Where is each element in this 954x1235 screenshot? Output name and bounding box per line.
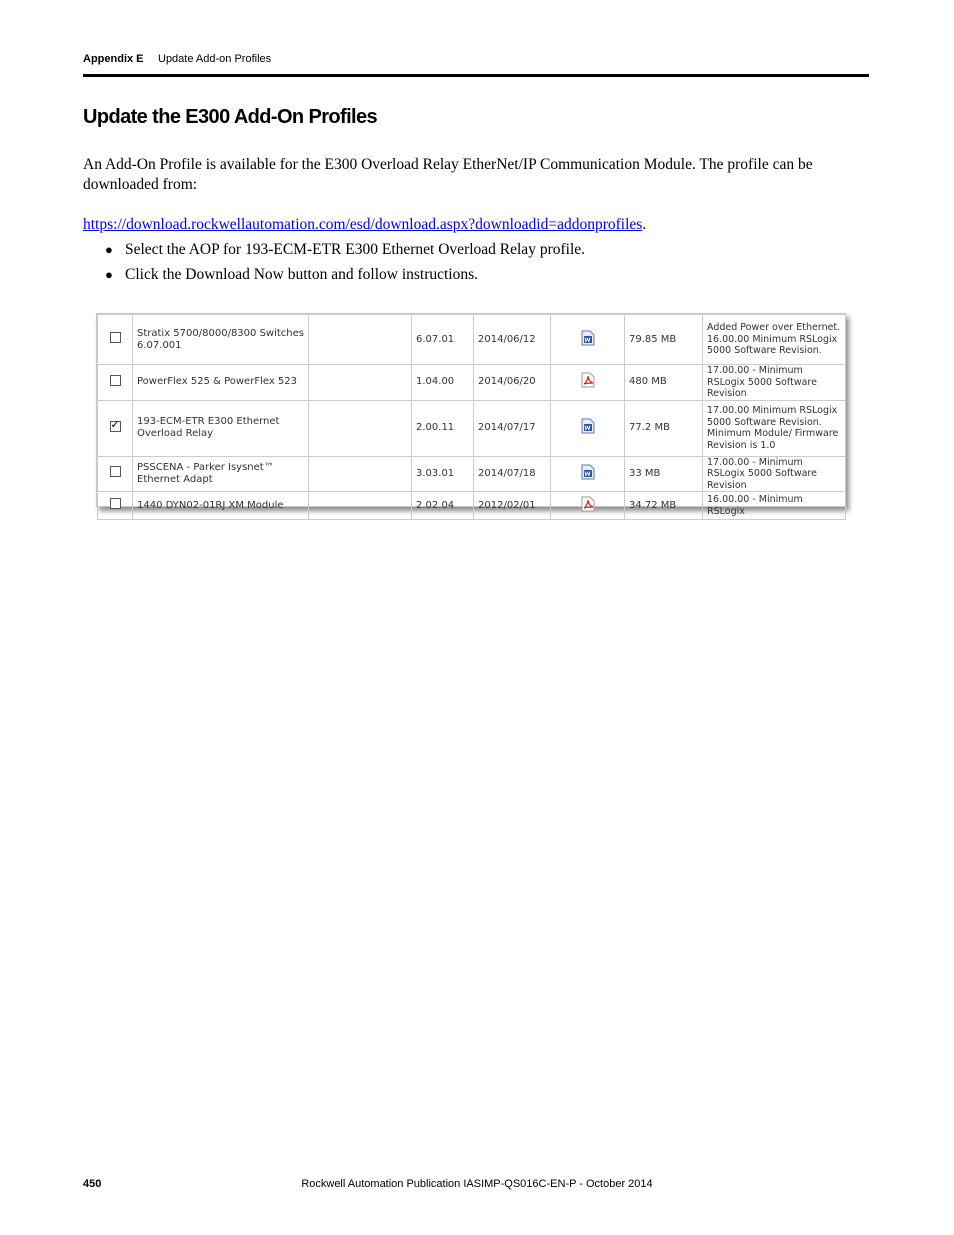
- bullet-icon: ●: [105, 242, 113, 257]
- size-cell: 77.2 MB: [625, 400, 703, 456]
- doc-cell: [551, 456, 625, 492]
- version-cell: 1.04.00: [412, 365, 474, 401]
- downloads-table: [97, 314, 846, 520]
- select-checkbox[interactable]: [110, 466, 121, 477]
- date-cell: 2014/07/17: [474, 400, 551, 456]
- version-cell: 2.00.11: [412, 400, 474, 456]
- table-row: [98, 315, 846, 365]
- word-doc-icon[interactable]: [581, 330, 595, 346]
- table-row: [98, 492, 846, 520]
- list-item-text: Click the Download Now button and follow instructions.: [125, 266, 479, 283]
- doc-cell: [551, 365, 625, 401]
- version-cell: 3.03.01: [412, 456, 474, 492]
- download-link-line: [83, 215, 646, 235]
- page-header: [83, 53, 869, 77]
- version-cell: 2.02.04: [412, 492, 474, 520]
- spacer-cell: [309, 400, 412, 456]
- select-checkbox[interactable]: [110, 332, 121, 343]
- size-cell: 34.72 MB: [625, 492, 703, 520]
- download-link[interactable]: https://download.rockwellautomation.com/esd/download.aspx?downloadid=addonprofiles: [83, 216, 643, 233]
- date-cell: 2014/07/18: [474, 456, 551, 492]
- page-title: Update the E300 Add-On Profiles: [83, 106, 378, 128]
- notes-cell: 17.00.00 - Minimum RSLogix 5000 Software Revision: [703, 456, 846, 492]
- instruction-list: [83, 240, 585, 290]
- spacer-cell: [309, 456, 412, 492]
- size-cell: 33 MB: [625, 456, 703, 492]
- spacer-cell: [309, 492, 412, 520]
- profile-name: 193-ECM-ETR E300 Ethernet Overload Relay: [133, 400, 309, 456]
- table-row: [98, 400, 846, 456]
- select-checkbox[interactable]: [110, 498, 121, 509]
- word-doc-icon[interactable]: [581, 464, 595, 480]
- date-cell: 2014/06/20: [474, 365, 551, 401]
- profile-name: Stratix 5700/8000/8300 Switches 6.07.001: [133, 315, 309, 365]
- bullet-icon: ●: [105, 267, 113, 282]
- spacer-cell: [309, 315, 412, 365]
- notes-cell: 17.00.00 - Minimum RSLogix 5000 Software Revision: [703, 365, 846, 401]
- select-checkbox[interactable]: [110, 375, 121, 386]
- spacer-cell: [309, 365, 412, 401]
- select-cell: [98, 492, 133, 520]
- size-cell: 480 MB: [625, 365, 703, 401]
- select-cell: [98, 456, 133, 492]
- list-item-text: Select the AOP for 193-ECM-ETR E300 Ethernet Overload Relay profile.: [125, 241, 586, 258]
- list-item: [83, 240, 585, 265]
- date-cell: 2012/02/01: [474, 492, 551, 520]
- select-cell: [98, 315, 133, 365]
- version-cell: 6.07.01: [412, 315, 474, 365]
- list-item: [83, 265, 585, 290]
- notes-cell: Added Power over Ethernet. 16.00.00 Minimum RSLogix 5000 Software Revision.: [703, 315, 846, 365]
- section-label: Update Add-on Profiles: [158, 53, 272, 65]
- profile-name: 1440 DYN02-01RJ XM Module: [133, 492, 309, 520]
- publication-info: Rockwell Automation Publication IASIMP-QS016C-EN-P - October 2014: [301, 1178, 653, 1190]
- doc-cell: [551, 400, 625, 456]
- select-checkbox[interactable]: [110, 421, 121, 432]
- size-cell: 79.85 MB: [625, 315, 703, 365]
- downloads-screenshot: [96, 313, 846, 517]
- pdf-doc-icon[interactable]: [581, 372, 595, 388]
- notes-cell: 16.00.00 - Minimum RSLogix: [703, 492, 846, 520]
- select-cell: [98, 400, 133, 456]
- word-doc-icon[interactable]: [581, 418, 595, 434]
- pdf-doc-icon[interactable]: [581, 496, 595, 512]
- table-row: [98, 456, 846, 492]
- doc-cell: [551, 492, 625, 520]
- doc-cell: [551, 315, 625, 365]
- profile-name: PSSCENA - Parker Isysnet™ Ethernet Adapt: [133, 456, 309, 492]
- select-cell: [98, 365, 133, 401]
- notes-cell: 17.00.00 Minimum RSLogix 5000 Software Revision. Minimum Module/ Firmware Revision is 1.0: [703, 400, 846, 456]
- table-row: [98, 365, 846, 401]
- date-cell: 2014/06/12: [474, 315, 551, 365]
- page-number: 450: [83, 1178, 102, 1190]
- profile-name: PowerFlex 525 & PowerFlex 523: [133, 365, 309, 401]
- intro-paragraph: An Add-On Profile is available for the E300 Overload Relay EtherNet/IP Communication Module. The profile can be downloaded from:: [83, 156, 813, 193]
- link-suffix: .: [642, 216, 647, 233]
- appendix-label: Appendix E: [83, 53, 144, 65]
